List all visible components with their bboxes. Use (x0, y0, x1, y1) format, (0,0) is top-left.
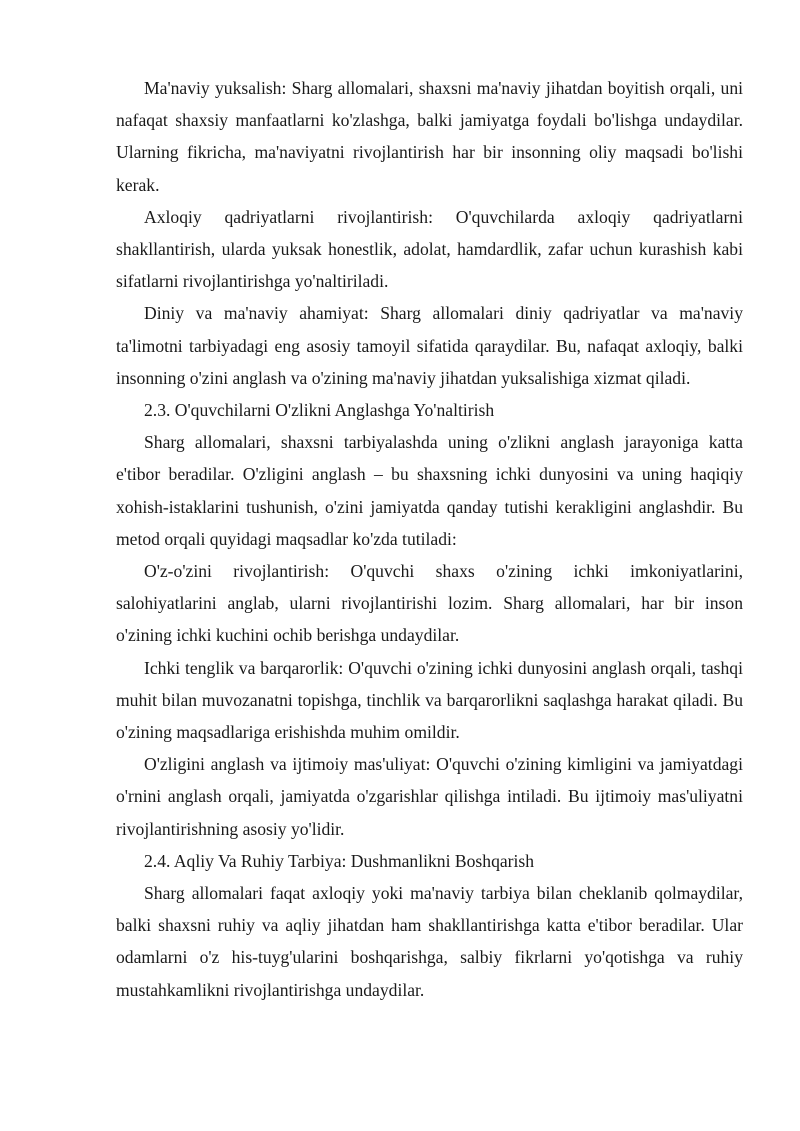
section-heading-2-3: 2.3. O'quvchilarni O'zlikni Anglashga Yo'naltirish (144, 400, 495, 421)
paragraph-diniy-ahamiyat: Diniy va ma'naviy ahamiyat: Sharg allomalari diniy qadriyatlar va ma'naviy ta'limotni tarbiyadagi eng asosiy tamoyil sifatida qaraydilar. Bu, nafaqat axloqiy, balki insonning o'zini anglash va o'zining ma'naviy jihatdan yuksalishiga xizmat qiladi. (116, 303, 743, 388)
paragraph-aqliy-ruhiy-tarbiya: Sharg allomalari faqat axloqiy yoki ma'naviy tarbiya bilan cheklanib qolmaydilar, balki shaxsni ruhiy va aqliy jihatdan ham shakllantirishga katta e'tibor beradilar. Ular odamlarni o'z his-tuyg'ularini boshqarishga, salbiy fikrlarni yo'qotishga va ruhiy mustahkamlikni rivojlantirishga undaydilar. (116, 883, 743, 1000)
section-heading-2-4: 2.4. Aqliy Va Ruhiy Tarbiya: Dushmanlikni Boshqarish (144, 850, 535, 871)
paragraph-axloqiy-qadriyatlar: Axloqiy qadriyatlarni rivojlantirish: O'quvchilarda axloqiy qadriyatlarni shakllantirish, ularda yuksak honestlik, adolat, hamdardlik, zafar uchun kurashish kabi sifatlarni rivojlantirishga yo'naltiriladi. (116, 206, 743, 292)
paragraph-ijtimoiy-masuliyat: O'zligini anglash va ijtimoiy mas'uliyat: O'quvchi o'zining kimligini va jamiyatdagi o'rnini anglash orqali, jamiyatda o'zgarishlar qilishga intiladi. Bu ijtimoiy mas'uliyatni rivojlantirishning asosiy yo'lidir. (116, 754, 743, 839)
paragraph-ozlikni-anglash-intro: Sharg allomalari, shaxsni tarbiyalashda uning o'zlikni anglash jarayoniga katta e'tibor beradilar. O'zligini anglash – bu shaxsning ichki dunyosini va uning haqiqiy xohish-istaklarini tushunish, o'zini jamiyatda qanday tutishi kerakligini anglashdir. Bu metod orqali quyidagi maqsadlar ko'zda tutiladi: (116, 432, 743, 549)
document-page (116, 72, 743, 1006)
paragraph-oz-ozini-rivojlantirish: O'z-o'zini rivojlantirish: O'quvchi shaxs o'zining ichki imkoniyatlarini, salohiyatlarini anglab, ularni rivojlantirishi lozim. Sharg allomalari, har bir inson o'zining ichki kuchini ochib berishga undaydilar. (116, 561, 743, 646)
paragraph-manaviy-yuksalish: Ma'naviy yuksalish: Sharg allomalari, shaxsni ma'naviy jihatdan boyitish orqali, uni nafaqat shaxsiy manfaatlarni ko'zlashga, balki jamiyatga foydali bo'lishga undaydilar. Ularning fikricha, ma'naviyatni rivojlantirish har bir insonning oliy maqsadi bo'lishi kerak. (116, 78, 743, 195)
paragraph-ichki-tenglik: Ichki tenglik va barqarorlik: O'quvchi o'zining ichki dunyosini anglash orqali, tashqi muhit bilan muvozanatni topishga, tinchlik va barqarorlikni saqlashga harakat qiladi. Bu o'zining maqsadlariga erishishda muhim omildir. (116, 657, 743, 743)
